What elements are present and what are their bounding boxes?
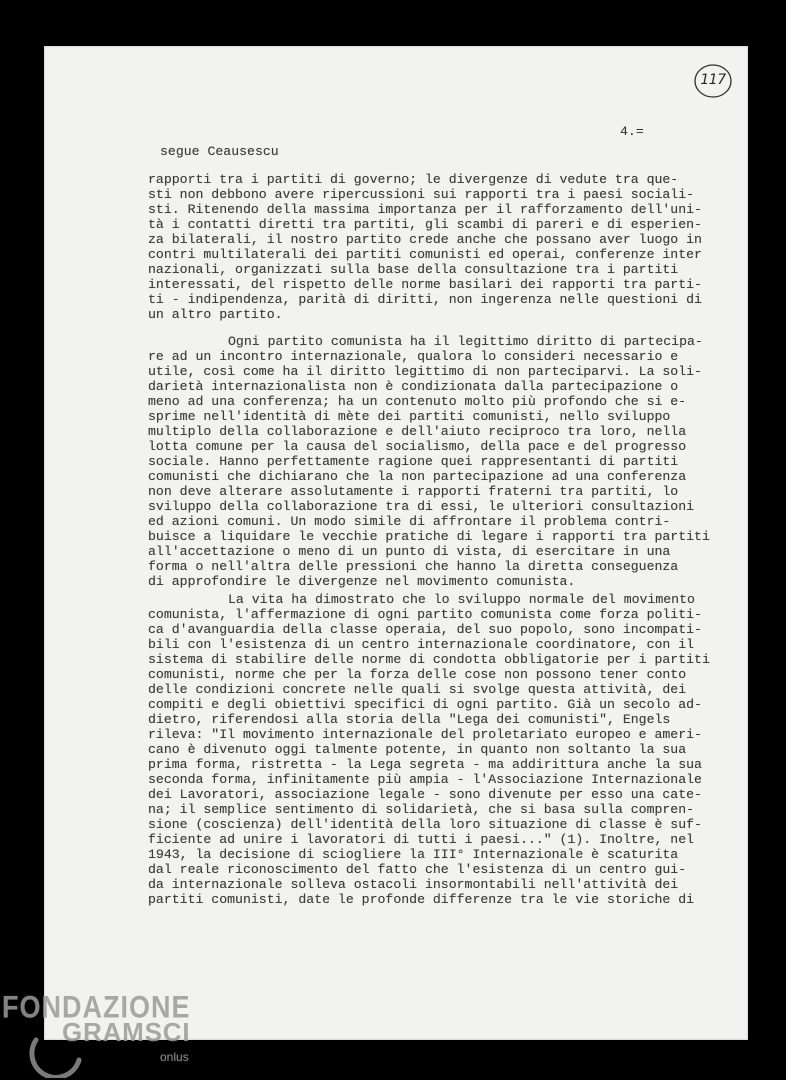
text-line: rapporti tra i partiti di governo; le divergenze di vedute tra que- xyxy=(148,172,679,187)
text-line: ed azioni comuni. Un modo simile di affrontare il problema contri- xyxy=(148,514,671,529)
text-line: Ogni partito comunista ha il legittimo diritto di partecipa- xyxy=(228,334,703,349)
text-line: na; il semplice sentimento di solidarietà, che si basa sulla compren- xyxy=(148,802,695,817)
text-line: cano è divenuto oggi talmente potente, in quanto non soltanto la sua xyxy=(148,742,687,757)
text-line: un altro partito. xyxy=(148,307,283,322)
text-line: dal reale riconoscimento del fatto che l'esistenza di un centro gui- xyxy=(148,862,687,877)
text-line: comunisti che dichiarano che la non partecipazione ad una conferenza xyxy=(148,469,687,484)
text-line: sviluppo della collaborazione tra di essi, le ulteriori consultazioni xyxy=(148,499,695,514)
text-line: comunisti, norme che per la forza delle cose non possono tener conto xyxy=(148,667,687,682)
text-line: di approfondire le divergenze nel movimento comunista. xyxy=(148,574,576,589)
paragraph-3 xyxy=(148,592,710,907)
text-line: La vita ha dimostrato che lo sviluppo normale del movimento xyxy=(228,592,695,607)
text-line: sti. Ritenendo della massima importanza per il rafforzamento dell'uni- xyxy=(148,202,702,217)
text-line: interessati, del rispetto delle norme basilari dei rapporti tra parti- xyxy=(148,277,702,292)
text-line: all'accettazione o meno di un punto di vista, di esercitare in una xyxy=(148,544,671,559)
archive-number-stamp xyxy=(692,62,734,100)
text-line: compiti e degli obiettivi specifici di ogni partito. Già un secolo ad- xyxy=(148,697,702,712)
text-line: sione (coscienza) dell'identità della loro situazione di classe è suf- xyxy=(148,817,702,832)
text-line: partiti comunisti, date le profonde differenze tra le vie storiche di xyxy=(148,892,695,907)
text-line: lotta comune per la causa del socialismo, della pace e del progresso xyxy=(148,439,687,454)
text-line: dietro, riferendosi alla storia della "Lega dei comunisti", Engels xyxy=(148,712,671,727)
text-line: buisce a liquidare le vecchie pratiche di legare i rapporti tra partiti xyxy=(148,529,710,544)
text-line: ca d'avanguardia della classe operaia, del suo popolo, sono incompati- xyxy=(148,622,702,637)
paragraph-1 xyxy=(148,172,702,322)
text-line: multiplo della collaborazione e dell'aiuto reciproco tra loro, nella xyxy=(148,424,687,439)
text-line: rileva: "Il movimento internazionale del proletariato europeo e ameri- xyxy=(148,727,702,742)
text-line: contri multilaterali dei partiti comunisti ed operai, conferenze inter xyxy=(148,247,702,262)
text-line: 1943, la decisione di sciogliere la III° Internazionale è scaturita xyxy=(148,847,679,862)
text-line: prima forma, ristretta - la Lega segreta - ma addirittura anche la sua xyxy=(148,757,702,772)
text-line: sistema di stabilire delle norme di condotta obbligatorie per i partiti xyxy=(148,652,710,667)
text-line: forma o nell'altra delle pressioni che hanno la diretta conseguenza xyxy=(148,559,679,574)
text-line: bili con l'esistenza di un centro internazionale coordinatore, con il xyxy=(148,637,695,652)
text-line: meno ad una conferenza; ha un contenuto molto più profondo che si e- xyxy=(148,394,687,409)
continuation-heading: segue Ceausescu xyxy=(160,144,279,159)
text-line: sprime nell'identità di mète dei partiti comunisti, nello sviluppo xyxy=(148,409,671,424)
text-line: dei Lavoratori, associazione legale - sono divenute per esso una cate- xyxy=(148,787,702,802)
text-line: sti non debbono avere ripercussioni sui rapporti tra i paesi sociali- xyxy=(148,187,695,202)
page-number: 4.= xyxy=(620,124,644,139)
watermark-suffix: onlus xyxy=(160,1050,189,1064)
text-line: tà i contatti diretti tra partiti, gli scambi di pareri e di esperien- xyxy=(148,217,702,232)
text-line: nazionali, organizzati sulla base della consultazione tra i partiti xyxy=(148,262,679,277)
text-line: ficiente ad unire i lavoratori di tutti i paesi..." (1). Inoltre, nel xyxy=(148,832,695,847)
text-line: seconda forma, infinitamente più ampia - l'Associazione Internazionale xyxy=(148,772,702,787)
text-line: utile, così come ha il diritto legittimo di non parteciparvi. La soli- xyxy=(148,364,702,379)
paragraph-2 xyxy=(148,334,710,589)
text-line: ti - indipendenza, parità di diritti, non ingerenza nelle questioni di xyxy=(148,292,702,307)
text-line: non deve alterare assolutamente i rapporti fraterni tra partiti, lo xyxy=(148,484,679,499)
text-line: da internazionale solleva ostacoli insormontabili nell'attività dei xyxy=(148,877,679,892)
text-line: sociale. Hanno perfettamente ragione quei rappresentanti di partiti xyxy=(148,454,679,469)
text-line: darietà internazionalista non è condizionata dalla partecipazione o xyxy=(148,379,679,394)
watermark-name: GRAMSCI xyxy=(62,1017,191,1047)
text-line: re ad un incontro internazionale, qualora lo consideri necessario e xyxy=(148,349,679,364)
watermark-organization: FONDAZIONE xyxy=(2,990,191,1025)
archive-number: 117 xyxy=(700,72,726,88)
text-line: comunista, l'affermazione di ogni partito comunista come forza politi- xyxy=(148,607,702,622)
text-line: za bilaterali, il nostro partito crede anche che possano aver luogo in xyxy=(148,232,702,247)
text-line: delle condizioni concrete nelle quali si svolge questa attività, dei xyxy=(148,682,687,697)
